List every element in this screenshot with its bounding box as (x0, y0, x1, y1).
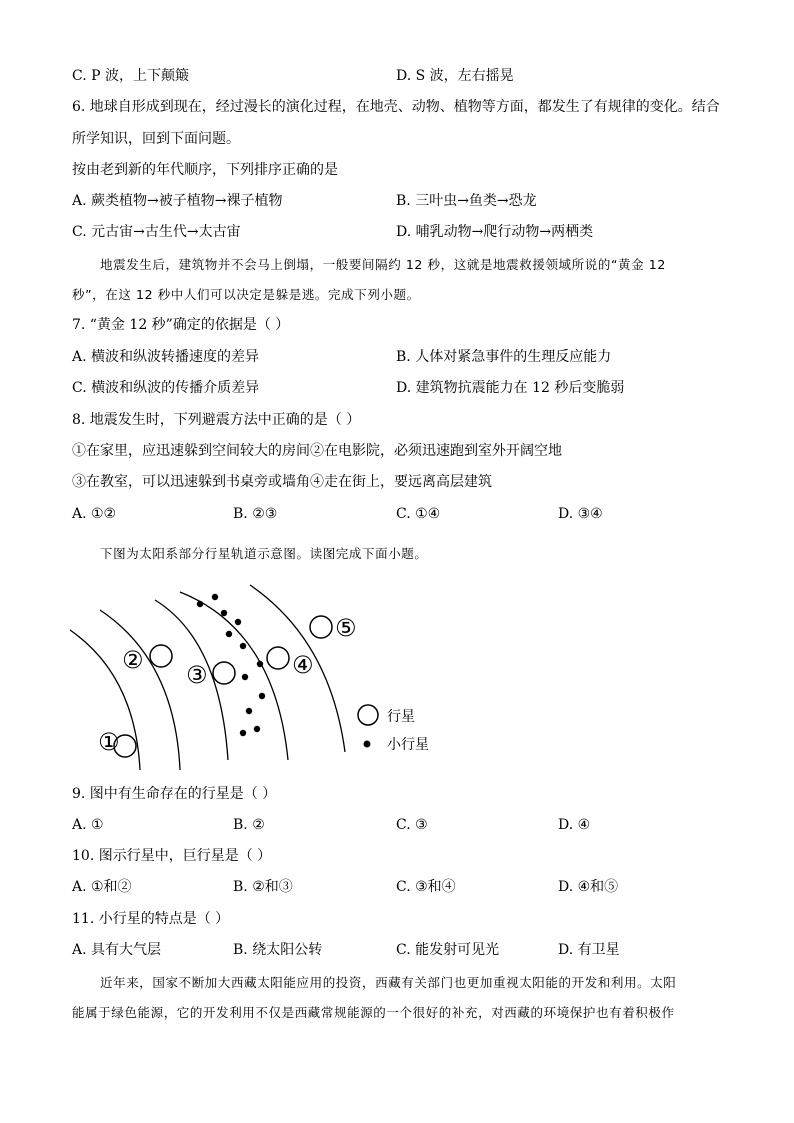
q10-option-b: B. ②和③ (233, 879, 293, 895)
q7-option-d: D. 建筑物抗震能力在 12 秒后变脆弱 (396, 380, 625, 396)
passage-solar-energy-line1: 近年来，国家不断加大西藏太阳能应用的投资，西藏有关部门也更加重视太阳能的开发和利用。太阳 (100, 975, 677, 990)
planet-3 (213, 662, 235, 684)
q9-option-b: B. ② (233, 817, 265, 833)
q10-option-c: C. ③和④ (396, 879, 456, 895)
legend-planet-symbol (358, 705, 378, 725)
q5-option-c: C. P 波，上下颠簸 (72, 68, 189, 84)
planet-5 (310, 616, 332, 638)
q11-stem: 11. 小行星的特点是（ ） (72, 911, 230, 927)
planet-2 (150, 645, 172, 667)
planet-label-3: ③ (186, 661, 208, 689)
q11-option-c: C. 能发射可见光 (396, 942, 500, 958)
q5-option-d: D. S 波，左右摇晃 (396, 68, 514, 84)
q7-option-b: B. 人体对紧急事件的生理反应能力 (396, 349, 612, 365)
q6-stem-line2: 所学知识，回到下面问题。 (72, 131, 240, 147)
q9-stem: 9. 图中有生命存在的行星是（ ） (72, 786, 277, 802)
q11-option-a: A. 具有大气层 (72, 942, 162, 958)
passage-solar-energy-line2: 能属于绿色能源，它的开发利用不仅是西藏常规能源的一个很好的补充，对西藏的环境保护也有着积极作 (72, 1005, 675, 1020)
q8-option-c: C. ①④ (396, 506, 441, 522)
q10-stem: 10. 图示行星中，巨行星是（ ） (72, 848, 272, 864)
passage-earthquake-line2: 秒”，在这 12 秒中人们可以决定是躲是逃。完成下列小题。 (72, 287, 420, 302)
q9-option-c: C. ③ (396, 817, 428, 833)
q7-stem: 7. “黄金 12 秒”确定的依据是（ ） (72, 317, 290, 333)
q6-subquestion: 按由老到新的年代顺序，下列排序正确的是 (72, 162, 338, 178)
legend-asteroid-label: 小行星 (387, 737, 429, 753)
planet-label-4: ④ (292, 651, 314, 679)
q6-stem-line1: 6. 地球自形成到现在，经过漫长的演化过程，在地壳、动物、植物等方面，都发生了有规律的变化。结合 (72, 99, 720, 115)
q8-statements-line2: ③在教室，可以迅速躲到书桌旁或墙角④走在街上，要远离高层建筑 (72, 474, 492, 490)
q6-option-d: D. 哺乳动物→爬行动物→两栖类 (396, 224, 594, 240)
planet-4 (267, 647, 289, 669)
q10-option-a: A. ①和② (72, 879, 132, 895)
q8-stem: 8. 地震发生时，下列避震方法中正确的是（ ） (72, 412, 361, 428)
q8-option-a: A. ①② (72, 506, 117, 522)
q7-option-a: A. 横波和纵波转播速度的差异 (72, 349, 260, 365)
q11-option-d: D. 有卫星 (558, 942, 620, 958)
solar-system-orbit-diagram (60, 580, 480, 770)
q9-option-d: D. ④ (558, 817, 591, 833)
passage-diagram-intro: 下图为太阳系部分行星轨道示意图。读图完成下面小题。 (100, 546, 428, 561)
q8-statements-line1: ①在家里，应迅速躲到空间较大的房间②在电影院，必须迅速跑到室外开阔空地 (72, 443, 562, 459)
q6-option-b: B. 三叶虫→鱼类→恐龙 (396, 193, 537, 209)
legend-asteroid-symbol (364, 741, 371, 748)
planet-label-5: ⑤ (335, 614, 357, 642)
q11-option-b: B. 绕太阳公转 (233, 942, 323, 958)
q6-option-c: C. 元古宙→古生代→太古宙 (72, 224, 241, 240)
planet-label-2: ② (122, 646, 144, 674)
planet-label-1: ① (98, 728, 120, 756)
q8-option-b: B. ②③ (233, 506, 278, 522)
q9-option-a: A. ① (72, 817, 104, 833)
q8-option-d: D. ③④ (558, 506, 603, 522)
q7-option-c: C. 横波和纵波的传播介质差异 (72, 380, 260, 396)
passage-earthquake-line1: 地震发生后，建筑物并不会马上倒塌，一般要间隔约 12 秒，这就是地震救援领域所说的“黄金 12 (100, 257, 666, 272)
q10-option-d: D. ④和⑤ (558, 879, 619, 895)
q6-option-a: A. 蕨类植物→被子植物→裸子植物 (72, 193, 283, 209)
legend-planet-label: 行星 (387, 709, 415, 725)
